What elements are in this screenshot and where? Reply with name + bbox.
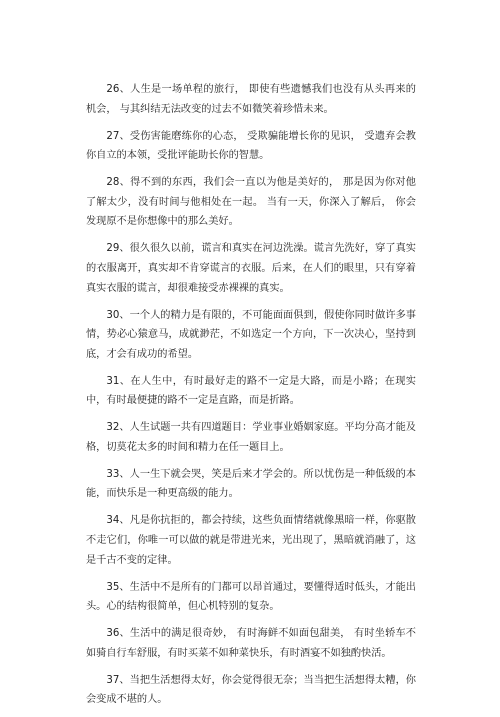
paragraph-34: 34、凡是你抗拒的，都会持续，这些负面情绪就像黑暗一样，你驱散不走它们，你唯一可以做的就是带进光来，光出现了，黑暗就消融了，这是千古不变的定律。 — [86, 515, 416, 566]
paragraph-36: 36、生活中的满足很奇妙， 有时海鲜不如面包甜美， 有时坐轿车不如骑自行车舒服，有时买菜不如种菜快乐，有时酒宴不如独酌快活。 — [86, 628, 416, 659]
paragraph-27: 27、受伤害能磨练你的心态， 受欺骗能增长你的见识， 受遗弃会教你自立的本领，受批评能助长你的智慧。 — [86, 130, 416, 162]
paragraph-29: 29、很久很久以前，谎言和真实在河边洗澡。谎言先洗好，穿了真实的衣服离开，真实却不肯穿谎言的衣服。后来，在人们的眼里，只有穿着真实衣服的谎言，却很难接受赤裸裸的真实。 — [86, 243, 416, 294]
paragraph-28: 28、得不到的东西，我们会一直以为他是美好的， 那是因为你对他了解太少，没有时间与他相处在一起。 当有一天，你深入了解后， 你会发现原不是你想像中的那么美好。 — [86, 177, 416, 228]
paragraph-26: 26、人生是一场单程的旅行， 即使有些遗憾我们也没有从头再来的机会， 与其纠结无法改变的过去不如微笑着珍惜未来。 — [86, 84, 416, 115]
paragraph-31: 31、在人生中，有时最好走的路不一定是大路，而是小路；在现实中，有时最便捷的路不一定是直路，而是折路。 — [86, 375, 416, 407]
paragraph-32: 32、人生试题一共有四道题目：学业事业婚姻家庭。平均分高才能及格，切莫花太多的时间和精力在任一题目上。 — [86, 422, 416, 453]
paragraph-33: 33、人一生下就会哭，笑是后来才学会的。所以忧伤是一种低级的本能，而快乐是一种更高级的能力。 — [86, 468, 416, 500]
document-body — [86, 80, 416, 717]
paragraph-37: 37、当把生活想得太好，你会觉得很无奈；当当把生活想得太糟，你会变成不堪的人。 — [86, 674, 416, 706]
paragraph-35: 35、生活中不是所有的门都可以昂首通过，要懂得适时低头，才能出头。心的结构很简单，但心机特别的复杂。 — [86, 581, 416, 613]
paragraph-30: 30、一个人的精力是有限的，不可能面面俱到，假使你同时做许多事情，势必心猿意马，成就渺茫，不如选定一个方向，下一次决心，坚持到底，才会有成功的希望。 — [86, 309, 416, 360]
